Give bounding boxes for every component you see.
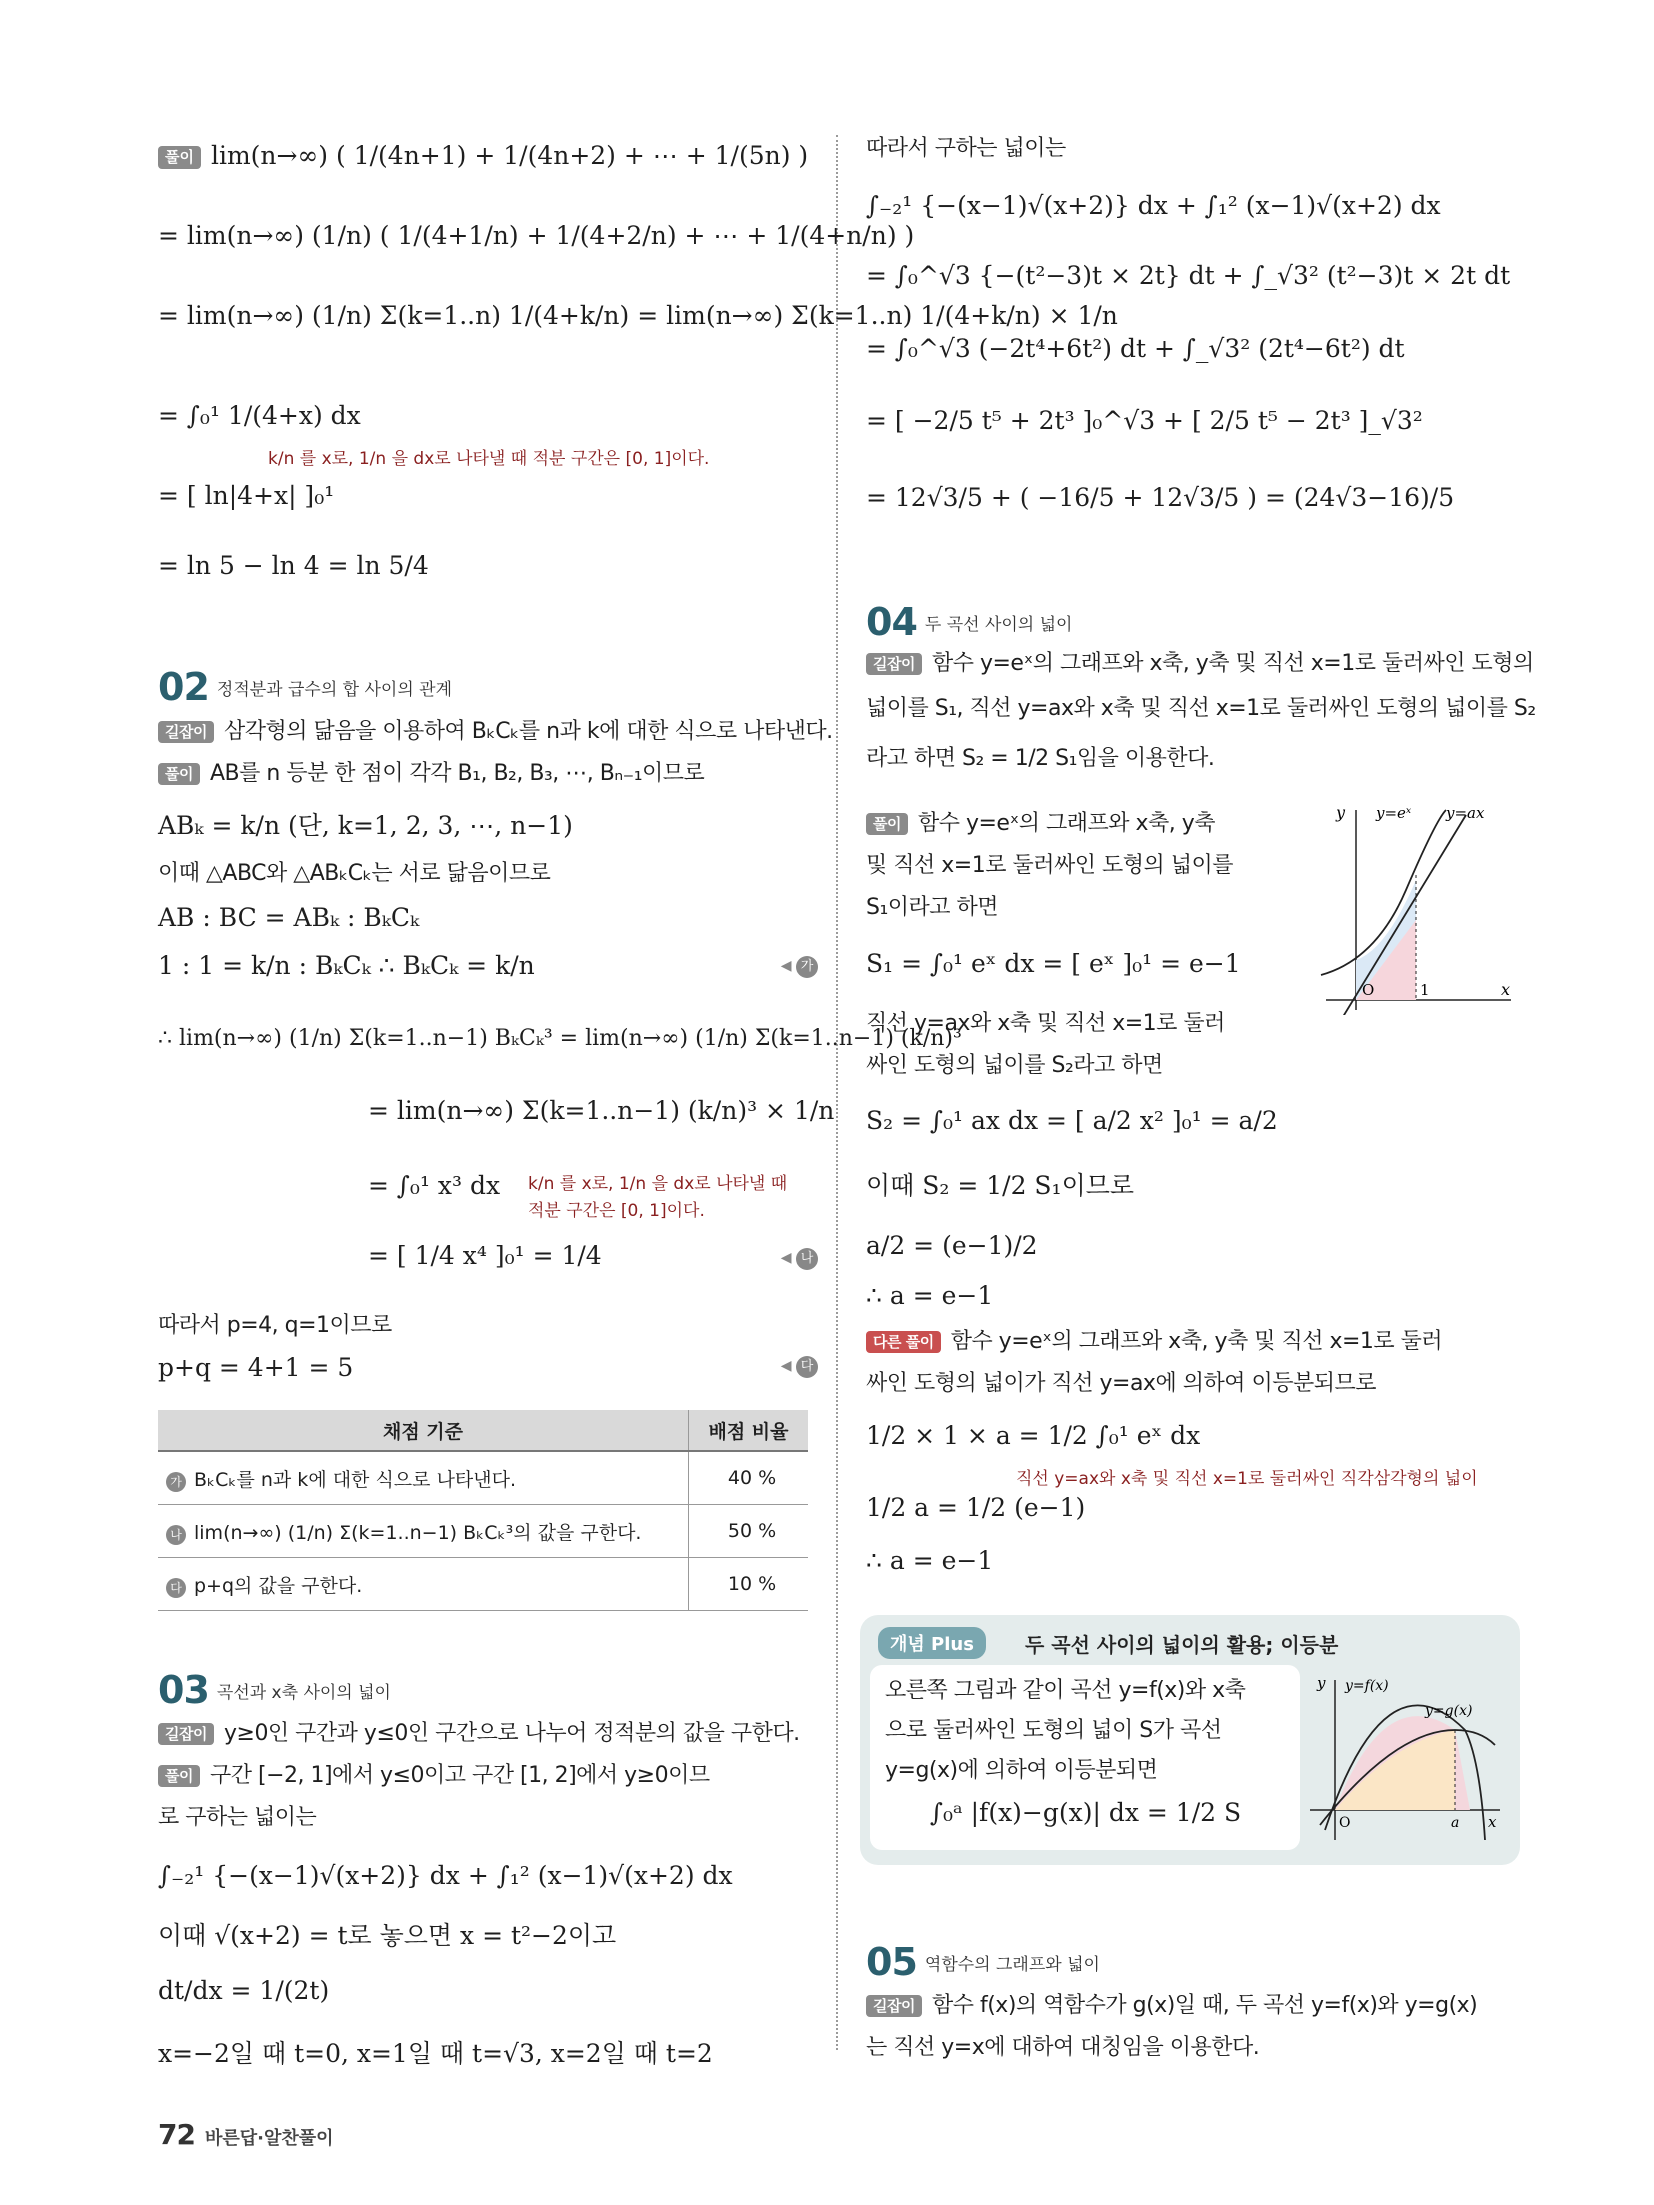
sec04-line-9: a/2 = (e−1)/2	[866, 1231, 1038, 1260]
section-03-heading: 03 곡선과 x축 사이의 넓이	[158, 1668, 391, 1712]
sec03-line-1: 풀이 구간 [−2, 1]에서 y≤0이고 구간 [1, 2]에서 y≥0이므	[158, 1762, 710, 1790]
fg-bisect-graph	[1305, 1670, 1505, 1845]
page-number: 72	[158, 2118, 195, 2151]
a-label: a	[1451, 1815, 1460, 1831]
sec04-line-6: 싸인 도형의 넓이를 S₂라고 하면	[866, 1053, 1163, 1078]
sec04-line-2: 및 직선 x=1로 둘러싸인 도형의 넓이를	[866, 853, 1233, 878]
scoring-table	[158, 1410, 808, 1611]
sec02-line-11: p+q = 4+1 = 5	[158, 1353, 354, 1382]
plus-line-2: 으로 둘러싸인 도형의 넓이 S가 곡선	[885, 1718, 1222, 1743]
sol1-line-5: = [ ln|4+x| ]₀¹	[158, 481, 335, 510]
plus-line-4: ∫₀ᵃ |f(x)−g(x)| dx = 1/2 S	[930, 1798, 1242, 1827]
table-row: 가 BₖCₖ를 n과 k에 대한 식으로 나타낸다. 40 %	[158, 1451, 808, 1505]
table-row: 다 p+q의 값을 구한다. 10 %	[158, 1558, 808, 1611]
sol1-line-3: = lim(n→∞) (1/n) Σ(k=1..n) 1/(4+k/n) = lim(n→∞) Σ(k=1..n) 1/(4+k/n) × 1/n	[158, 301, 1118, 330]
marker-da: ◀ 다	[781, 1356, 818, 1378]
sol1-line-2: = lim(n→∞) (1/n) ( 1/(4+1/n) + 1/(4+2/n) + ⋯ + 1/(4+n/n) )	[158, 221, 915, 250]
x-axis-label: x	[1488, 1813, 1497, 1831]
alt-line-5: ∴ a = e−1	[866, 1546, 994, 1575]
alt-line-4: 1/2 a = 1/2 (e−1)	[866, 1493, 1086, 1522]
curve-exp-label: y=eˣ	[1376, 804, 1412, 822]
y-axis-label: y	[1317, 1674, 1326, 1692]
section-05-heading: 05 역함수의 그래프와 넓이	[866, 1940, 1100, 1984]
x-axis-label: x	[1501, 980, 1511, 999]
sol1-line-1: 풀이 lim(n→∞) ( 1/(4n+1) + 1/(4n+2) + ⋯ + 1/(5n) )	[158, 140, 808, 171]
sec03-hint: 길잡이 y≥0인 구간과 y≤0인 구간으로 나누어 정적분의 값을 구한다.	[158, 1720, 800, 1748]
sec02-line-5: 1 : 1 = k/n : BₖCₖ ∴ BₖCₖ = k/n	[158, 951, 535, 980]
sec04-line-5: 직선 y=ax와 x축 및 직선 x=1로 둘러	[866, 1011, 1225, 1036]
section-04-heading: 04 두 곡선 사이의 넓이	[866, 600, 1073, 644]
sec04-hint-1: 길잡이 함수 y=eˣ의 그래프와 x축, y축 및 직선 x=1로 둘러싸인 도형의	[866, 650, 1534, 678]
sec03c-line-1: 따라서 구하는 넓이는	[866, 136, 1066, 161]
sec03-line-5: dt/dx = 1/(2t)	[158, 1976, 330, 2005]
sec02-hint: 길잡이 삼각형의 닮음을 이용하여 BₖCₖ를 n과 k에 대한 식으로 나타낸다.	[158, 718, 833, 746]
tick-1-label: 1	[1420, 981, 1430, 999]
column-divider	[836, 135, 838, 2050]
concept-plus-content	[870, 1665, 1300, 1850]
sec03-line-2: 로 구하는 넓이는	[158, 1805, 317, 1830]
table-row: 나 lim(n→∞) (1/n) Σ(k=1..n−1) BₖCₖ³의 값을 구한다. 50 %	[158, 1505, 808, 1558]
sec03c-line-6: = 12√3/5 + ( −16/5 + 12√3/5 ) = (24√3−16)/5	[866, 483, 1455, 512]
sec03-line-4: 이때 √(x+2) = t로 놓으면 x = t²−2이고	[158, 1921, 617, 1950]
sec02-line-1: 풀이 AB를 n 등분 한 점이 각각 B₁, B₂, B₃, ⋯, Bₙ₋₁이므로	[158, 760, 704, 788]
concept-plus-title: 두 곡선 사이의 넓이의 활용; 이등분	[1025, 1633, 1339, 1657]
sec04-line-3: S₁이라고 하면	[866, 895, 999, 920]
table-header-ratio: 배점 비율	[689, 1410, 809, 1451]
sec02-line-8: = ∫₀¹ x³ dx	[368, 1171, 501, 1200]
sec04-hint-2: 넓이를 S₁, 직선 y=ax와 x축 및 직선 x=1로 둘러싸인 도형의 넓이를 S₂	[866, 696, 1536, 721]
curve-f-label: y=f(x)	[1345, 1678, 1389, 1694]
sec02-line-10: 따라서 p=4, q=1이므로	[158, 1313, 392, 1338]
alt-line-1: 다른 풀이 함수 y=eˣ의 그래프와 x축, y축 및 직선 x=1로 둘러	[866, 1328, 1442, 1356]
sol1-line-6: = ln 5 − ln 4 = ln 5/4	[158, 551, 429, 580]
sec03c-line-4: = ∫₀^√3 (−2t⁴+6t²) dt + ∫_√3² (2t⁴−6t²) dt	[866, 334, 1405, 363]
footer-label: 바른답·알찬풀이	[204, 2128, 334, 2149]
concept-plus-box	[860, 1615, 1520, 1865]
sec04-line-1: 풀이 함수 y=eˣ의 그래프와 x축, y축	[866, 810, 1215, 838]
sec03c-line-5: = [ −2/5 t⁵ + 2t³ ]₀^√3 + [ 2/5 t⁵ − 2t³ ]_√3²	[866, 406, 1423, 435]
concept-plus-tag: 개념 Plus	[878, 1627, 986, 1659]
sol1-line-4: = ∫₀¹ 1/(4+x) dx	[158, 401, 361, 430]
solution-label: 풀이	[158, 146, 201, 169]
sec05-hint-2: 는 직선 y=x에 대하여 대칭임을 이용한다.	[866, 2035, 1260, 2060]
sec03c-line-2: ∫₋₂¹ {−(x−1)√(x+2)} dx + ∫₁² (x−1)√(x+2) dx	[866, 191, 1441, 220]
y-axis-label: y	[1336, 803, 1346, 822]
sec02-line-9: = [ 1/4 x⁴ ]₀¹ = 1/4	[368, 1241, 602, 1270]
sec03-line-3: ∫₋₂¹ {−(x−1)√(x+2)} dx + ∫₁² (x−1)√(x+2) dx	[158, 1861, 733, 1890]
plus-line-1: 오른쪽 그림과 같이 곡선 y=f(x)와 x축	[885, 1678, 1246, 1703]
page-footer	[158, 2118, 334, 2151]
sec02-line-7: = lim(n→∞) Σ(k=1..n−1) (k/n)³ × 1/n	[368, 1096, 835, 1125]
sec02-line-3: 이때 △ABC와 △ABₖCₖ는 서로 닮음이므로	[158, 861, 551, 886]
sec02-line-4: AB : BC = ABₖ : BₖCₖ	[158, 903, 420, 932]
sec04-line-8: 이때 S₂ = 1/2 S₁이므로	[866, 1171, 1135, 1200]
sec02-line-6: ∴ lim(n→∞) (1/n) Σ(k=1..n−1) BₖCₖ³ = lim(n→∞) (1/n) Σ(k=1..n−1) (k/n)³	[158, 1026, 962, 1051]
sec04-line-7: S₂ = ∫₀¹ ax dx = [ a/2 x² ]₀¹ = a/2	[866, 1106, 1278, 1135]
sec04-line-4: S₁ = ∫₀¹ eˣ dx = [ eˣ ]₀¹ = e−1	[866, 949, 1241, 978]
curve-g-label: y=g(x)	[1425, 1703, 1473, 1719]
sec03-line-6: x=−2일 때 t=0, x=1일 때 t=√3, x=2일 때 t=2	[158, 2039, 713, 2068]
origin-label: O	[1362, 981, 1375, 999]
sec04-hint-3: 라고 하면 S₂ = 1/2 S₁임을 이용한다.	[866, 746, 1215, 771]
sec02-note-1: k/n 를 x로, 1/n 을 dx로 나타낼 때	[528, 1174, 788, 1194]
marker-ga: ◀ 가	[781, 956, 818, 978]
marker-na: ◀ 나	[781, 1248, 818, 1270]
origin-label: O	[1339, 1815, 1351, 1831]
sec02-note-2: 적분 구간은 [0, 1]이다.	[528, 1201, 705, 1221]
alt-line-3: 1/2 × 1 × a = 1/2 ∫₀¹ eˣ dx	[866, 1421, 1201, 1450]
sec04-line-10: ∴ a = e−1	[866, 1281, 994, 1310]
sec05-hint-1: 길잡이 함수 f(x)의 역함수가 g(x)일 때, 두 곡선 y=f(x)와 y=g(x)	[866, 1992, 1477, 2020]
exp-line-graph	[1316, 800, 1516, 1015]
section-02-heading: 02 정적분과 급수의 합 사이의 관계	[158, 665, 452, 709]
sol1-note: k/n 를 x로, 1/n 을 dx로 나타낼 때 적분 구간은 [0, 1]이다.	[268, 449, 710, 469]
alt-line-2: 싸인 도형의 넓이가 직선 y=ax에 의하여 이등분되므로	[866, 1371, 1376, 1396]
plus-line-3: y=g(x)에 의하여 이등분되면	[885, 1758, 1158, 1783]
curve-line-label: y=ax	[1446, 804, 1485, 822]
table-header-criteria: 채점 기준	[158, 1410, 689, 1451]
sec03c-line-3: = ∫₀^√3 {−(t²−3)t × 2t} dt + ∫_√3² (t²−3)t × 2t dt	[866, 261, 1511, 290]
alt-note: 직선 y=ax와 x축 및 직선 x=1로 둘러싸인 직각삼각형의 넓이	[1016, 1469, 1478, 1489]
sec02-line-2: ABₖ = k/n (단, k=1, 2, 3, ⋯, n−1)	[158, 811, 573, 840]
